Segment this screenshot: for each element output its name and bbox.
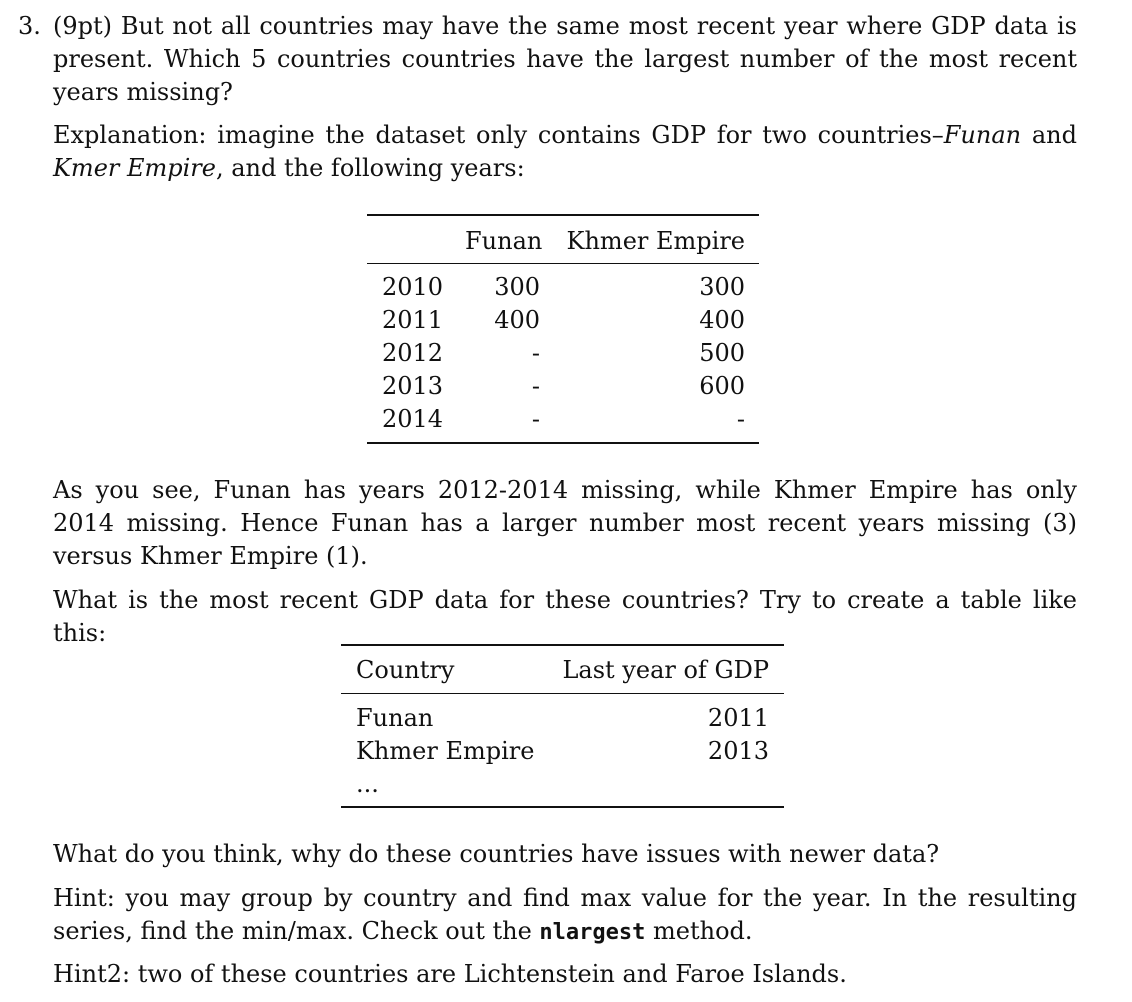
table-row-year: 2011 — [382, 306, 444, 334]
table-header-last-year: Last year of GDP — [562, 656, 769, 684]
table-header-khmer: Khmer Empire — [566, 227, 745, 255]
table-cell-last-year: 2011 — [707, 704, 769, 732]
explanation-paragraph — [53, 119, 1077, 185]
table-cell-funan: - — [531, 405, 540, 433]
hint-paragraph — [53, 882, 1077, 949]
table-top-rule — [367, 214, 759, 216]
table-cell-funan: 400 — [494, 306, 540, 334]
question-text: (9pt) But not all countries may have the same most recent year where GDP data is present. Which 5 countries countries have the largest number of the most recent years missing? — [53, 12, 1077, 106]
table-cell-funan: - — [531, 339, 540, 367]
explanation-country-1: Funan — [943, 121, 1022, 149]
table-row-year: 2012 — [382, 339, 444, 367]
table-row-year: 2010 — [382, 273, 444, 301]
table-header-country: Country — [356, 656, 455, 684]
table-row-year: 2013 — [382, 372, 444, 400]
table-cell-country: Funan — [356, 704, 434, 732]
hint-after: method. — [645, 917, 753, 945]
hint-before: Hint: you may group by country and find max value for the year. In the resulting series, find the min/max. Check out the — [53, 884, 1077, 945]
table-bottom-rule — [341, 806, 784, 808]
table-cell-funan: 300 — [494, 273, 540, 301]
question-number: 3. — [18, 12, 41, 40]
what-is-paragraph: What is the most recent GDP data for these countries? Try to create a table like this: — [53, 586, 1077, 647]
table-header-rule — [341, 693, 784, 694]
table-cell-khmer: - — [736, 405, 745, 433]
table-cell-khmer: 300 — [699, 273, 745, 301]
table-header-funan: Funan — [465, 227, 543, 255]
hint-code: nlargest — [539, 920, 646, 945]
table-cell-khmer: 600 — [699, 372, 745, 400]
explanation-and: and — [1021, 121, 1078, 149]
table-cell-khmer: 500 — [699, 339, 745, 367]
explanation-country-2: Kmer Empire — [53, 154, 216, 182]
table-cell-funan: - — [531, 372, 540, 400]
table-cell-ellipsis: ... — [356, 770, 379, 798]
explanation-suffix: , and the following years: — [215, 154, 525, 182]
what-think-paragraph: What do you think, why do these countries have issues with newer data? — [53, 840, 940, 868]
table-cell-khmer: 400 — [699, 306, 745, 334]
hint2-paragraph: Hint2: two of these countries are Lichtenstein and Faroe Islands. — [53, 960, 847, 988]
explanation-prefix: Explanation: imagine the dataset only contains GDP for two countries– — [53, 121, 944, 149]
table-top-rule — [341, 644, 784, 646]
table-row-year: 2014 — [382, 405, 444, 433]
table-cell-last-year: 2013 — [707, 737, 769, 765]
table-bottom-rule — [367, 442, 759, 444]
as-you-see-paragraph: As you see, Funan has years 2012-2014 missing, while Khmer Empire has only 2014 missing. Hence Funan has a larger number most recent years missing (3) versus Khmer Empire (1). — [53, 476, 1077, 570]
table-cell-country: Khmer Empire — [356, 737, 535, 765]
table-header-rule — [367, 263, 759, 264]
